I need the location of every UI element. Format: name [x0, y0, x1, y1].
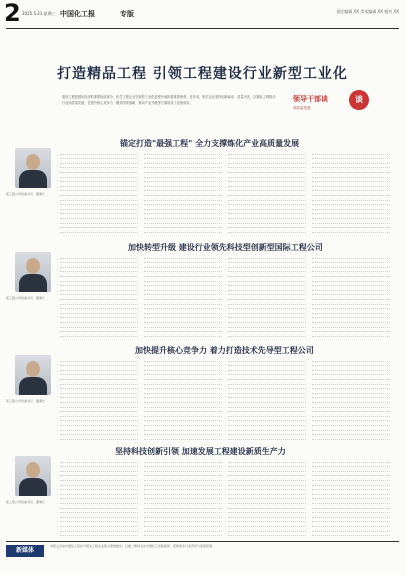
- body-text-line: [144, 228, 222, 233]
- text-column: [60, 458, 138, 538]
- portrait-photo-4: [15, 456, 51, 496]
- text-column: [312, 458, 390, 538]
- intro-paragraph: 建设工程是国民经济的重要组成部分，化学工程企业在新型工业化进程中承担着重要使命。近年来，相关企业坚持创新驱动、质量为先，以精品工程推动行业高质量发展，在提升核心竞争力、服务国家战略、推动产业升级等方面取得了显著成效。: [62, 95, 276, 105]
- header-rule: [6, 28, 399, 29]
- text-column: [312, 357, 390, 442]
- page-title: 打造精品工程 引领工程建设行业新型工业化: [57, 66, 348, 82]
- text-column: [144, 254, 222, 339]
- paper-name: 中国化工报: [60, 9, 95, 18]
- text-column: [312, 254, 390, 339]
- text-column: [228, 458, 306, 538]
- column-logo-title: 领导干部谈: [293, 95, 328, 103]
- section-title-2: 加快转型升级 建设行业领先科技型创新型国际工程公司: [128, 243, 323, 252]
- body-text-line: [60, 332, 138, 337]
- text-column: [144, 150, 222, 235]
- body-text-line: [312, 332, 390, 337]
- body-text-line: [312, 435, 390, 440]
- masthead: [0, 0, 405, 28]
- date-line: 2025.5.21 星期三: [22, 11, 56, 16]
- footer-text: 本版文章由中国化工报社与相关工程企业联合策划推出。扫描二维码关注中国化工报新媒体，获取更多行业资讯与深度报道。: [50, 544, 216, 548]
- text-column: [144, 357, 222, 442]
- text-column: [60, 150, 138, 235]
- text-column: [228, 254, 306, 339]
- seal-icon: 谈: [349, 90, 369, 110]
- portrait-photo-3: [15, 355, 51, 395]
- portrait-photo-2: [15, 252, 51, 292]
- body-text-line: [312, 532, 390, 537]
- portrait-caption-4: 某工程公司党委书记、董事长: [6, 500, 46, 504]
- body-text-line: [144, 532, 222, 537]
- footer-label: 新媒体: [6, 545, 44, 557]
- body-text-line: [228, 228, 306, 233]
- column-logo: [293, 90, 373, 122]
- text-column: [228, 357, 306, 442]
- text-column: [228, 150, 306, 235]
- text-column: [144, 458, 222, 538]
- text-column: [60, 357, 138, 442]
- body-text-line: [144, 435, 222, 440]
- body-text-line: [312, 228, 390, 233]
- portrait-caption-2: 某工程公司党委书记、董事长: [6, 296, 46, 300]
- section-title-3: 加快提升核心竞争力 着力打造技术先导型工程公司: [135, 346, 314, 355]
- text-column: [60, 254, 138, 339]
- portrait-caption-3: 某工程公司党委书记、董事长: [6, 399, 46, 403]
- section-title-4: 坚持科技创新引领 加速发展工程建设新质生产力: [115, 447, 286, 456]
- body-text-line: [228, 332, 306, 337]
- body-text-line: [144, 332, 222, 337]
- body-text-line: [228, 435, 306, 440]
- footer-rule: [6, 541, 399, 542]
- body-text-line: [60, 532, 138, 537]
- body-text-line: [60, 228, 138, 233]
- column-logo-subtitle: 高质量发展: [293, 106, 311, 110]
- page-number: 2: [4, 0, 21, 27]
- portrait-photo-1: [15, 148, 51, 188]
- body-text-line: [228, 532, 306, 537]
- portrait-caption-1: 某工程公司党委书记、董事长: [6, 192, 46, 196]
- section-label: 专版: [120, 10, 134, 18]
- text-column: [312, 150, 390, 235]
- section-title-1: 锚定打造"最强工程" 全力支撑炼化产业高质量发展: [120, 139, 300, 148]
- body-text-line: [60, 435, 138, 440]
- editor-credits: 责任编辑 XX 美术编辑 XX 校对 XX: [336, 9, 399, 14]
